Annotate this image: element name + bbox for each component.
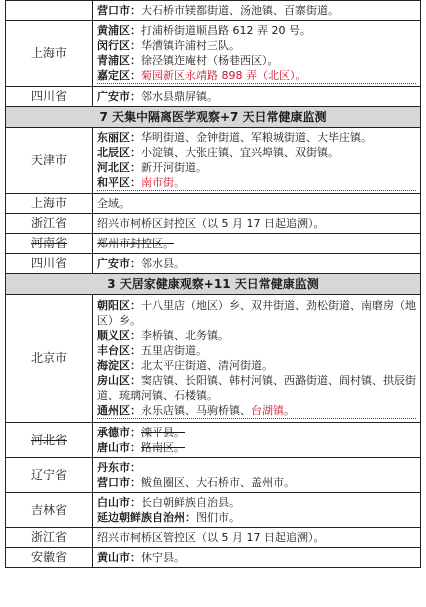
detail-cell — [93, 214, 421, 234]
detail-line — [97, 440, 416, 455]
district-list: 图们市。 — [196, 511, 240, 524]
province-cell: 吉林省 — [6, 493, 93, 528]
table-row — [6, 548, 421, 568]
district-list: 十八里店（地区）乡、双井街道、劲松街道、南磨房（地区）乡。 — [97, 299, 416, 327]
detail-line — [97, 236, 416, 251]
detail-line — [97, 298, 416, 328]
province-cell — [6, 1, 93, 21]
table-row — [6, 21, 421, 87]
detail-line — [97, 38, 416, 53]
province-cell: 北京市 — [6, 295, 93, 423]
district-list: 路南区。 — [141, 441, 185, 454]
district-list: 窦店镇、长阳镇、韩村河镇、西潞街道、阎村镇、拱辰街道、琉璃河镇、石楼镇。 — [97, 374, 416, 402]
district-list: 绍兴市柯桥区封控区（以 5 月 17 日起追溯）。 — [97, 217, 325, 230]
section-header: 7 天集中隔离医学观察+7 天日常健康监测 — [6, 107, 421, 128]
city-name: 和平区： — [97, 176, 141, 189]
province-cell: 上海市 — [6, 194, 93, 214]
city-name: 闵行区： — [97, 39, 141, 52]
city-name: 河北区： — [97, 161, 141, 174]
city-name: 营口市： — [97, 4, 141, 17]
city-name: 营口市： — [97, 476, 141, 489]
detail-line — [97, 23, 416, 38]
table-row — [6, 295, 421, 423]
city-name: 房山区： — [97, 374, 141, 387]
table-row — [6, 493, 421, 528]
province-cell: 辽宁省 — [6, 458, 93, 493]
detail-cell — [93, 194, 421, 214]
city-name: 海淀区： — [97, 359, 141, 372]
detail-line — [97, 68, 416, 84]
table-row — [6, 194, 421, 214]
table-row — [6, 254, 421, 274]
city-name: 唐山市： — [97, 441, 141, 454]
city-name: 广安市： — [97, 90, 141, 103]
district-list: 李桥镇、北务镇。 — [141, 329, 229, 342]
detail-cell — [93, 295, 421, 423]
city-name: 顺义区： — [97, 329, 141, 342]
district-list: 小淀镇、大张庄镇、宜兴埠镇、双街镇。 — [141, 146, 339, 159]
province-cell: 浙江省 — [6, 528, 93, 548]
detail-line — [97, 403, 416, 419]
table-row — [6, 1, 421, 21]
province-cell: 河南省 — [6, 234, 93, 254]
detail-line — [97, 175, 416, 191]
city-name: 延边朝鲜族自治州： — [97, 511, 196, 524]
detail-line — [97, 130, 416, 145]
detail-cell — [93, 21, 421, 87]
city-name: 丰台区： — [97, 344, 141, 357]
detail-line — [97, 216, 416, 231]
section-row — [6, 107, 421, 128]
section-header: 3 天居家健康观察+11 天日常健康监测 — [6, 274, 421, 295]
district-list: 邻水县鼎屏镇。 — [141, 90, 218, 103]
city-name: 青浦区： — [97, 54, 141, 67]
city-name: 东丽区： — [97, 131, 141, 144]
district-list: 休宁县。 — [141, 551, 185, 564]
detail-cell — [93, 254, 421, 274]
detail-cell — [93, 128, 421, 194]
city-name: 嘉定区： — [97, 69, 141, 82]
detail-line — [97, 475, 416, 490]
province-cell: 四川省 — [6, 87, 93, 107]
section-row — [6, 274, 421, 295]
detail-line — [97, 343, 416, 358]
district-list: 全域。 — [97, 197, 130, 210]
table-row — [6, 423, 421, 458]
table-row — [6, 234, 421, 254]
city-name: 白山市： — [97, 496, 141, 509]
city-name: 丹东市： — [97, 461, 141, 474]
district-list: 南市街。 — [141, 176, 185, 189]
province-cell: 上海市 — [6, 21, 93, 87]
city-name: 黄浦区： — [97, 24, 141, 37]
province-cell: 浙江省 — [6, 214, 93, 234]
detail-cell — [93, 548, 421, 568]
district-list: 北太平庄街道、清河街道。 — [141, 359, 273, 372]
detail-line — [97, 550, 416, 565]
detail-line — [97, 160, 416, 175]
table-row — [6, 458, 421, 493]
district-list: 徐泾镇迮庵村（杨巷西区）。 — [141, 54, 279, 67]
province-cell: 河北省 — [6, 423, 93, 458]
detail-line — [97, 145, 416, 160]
district-list: 邻水县。 — [141, 257, 185, 270]
district-list: 滦平县。 — [141, 426, 185, 439]
detail-line — [97, 358, 416, 373]
district-list: 鲅鱼圈区、大石桥市、盖州市。 — [141, 476, 295, 489]
city-name: 承德市： — [97, 426, 141, 439]
detail-cell — [93, 1, 421, 21]
district-list: 大石桥市镁都街道、汤池镇、百寨街道。 — [141, 4, 339, 17]
district-list: 新开河街道。 — [141, 161, 207, 174]
table-row — [6, 528, 421, 548]
province-cell: 四川省 — [6, 254, 93, 274]
detail-line — [97, 3, 416, 18]
detail-line — [97, 89, 416, 104]
district-list: 长白朝鲜族自治县。 — [141, 496, 240, 509]
detail-cell — [93, 423, 421, 458]
district-list: 永乐店镇、马驹桥镇、 — [141, 404, 251, 417]
province-cell: 安徽省 — [6, 548, 93, 568]
detail-line — [97, 196, 416, 211]
city-name: 广安市： — [97, 257, 141, 270]
city-name: 朝阳区： — [97, 299, 141, 312]
table-row — [6, 87, 421, 107]
detail-cell — [93, 234, 421, 254]
detail-line — [97, 53, 416, 68]
detail-line — [97, 510, 416, 525]
district-list: 五里店街道。 — [141, 344, 207, 357]
detail-line — [97, 328, 416, 343]
table-row — [6, 214, 421, 234]
detail-cell — [93, 493, 421, 528]
detail-cell — [93, 528, 421, 548]
detail-cell — [93, 458, 421, 493]
risk-area-table — [5, 0, 421, 568]
city-name: 通州区： — [97, 404, 141, 417]
district-highlight: 台湖镇 — [251, 404, 284, 417]
detail-line — [97, 256, 416, 271]
district-tail: 。 — [284, 404, 295, 417]
district-list: 打浦桥街道顺昌路 612 弄 20 号。 — [141, 24, 311, 37]
table-row — [6, 128, 421, 194]
province-cell: 天津市 — [6, 128, 93, 194]
city-name: 黄山市： — [97, 551, 141, 564]
detail-line — [97, 425, 416, 440]
district-list: 绍兴市柯桥区管控区（以 5 月 17 日起追溯）。 — [97, 531, 325, 544]
district-list: 菊园新区永靖路 898 弄（北区）。 — [141, 69, 307, 82]
city-name: 北辰区： — [97, 146, 141, 159]
detail-cell — [93, 87, 421, 107]
detail-line — [97, 495, 416, 510]
detail-line — [97, 530, 416, 545]
district-list: 华漕镇许浦村三队。 — [141, 39, 240, 52]
detail-line — [97, 373, 416, 403]
district-list: 郑州市封控区。 — [97, 237, 174, 250]
district-list: 华明街道、金钟街道、军粮城街道、大毕庄镇。 — [141, 131, 372, 144]
detail-line — [97, 460, 416, 475]
